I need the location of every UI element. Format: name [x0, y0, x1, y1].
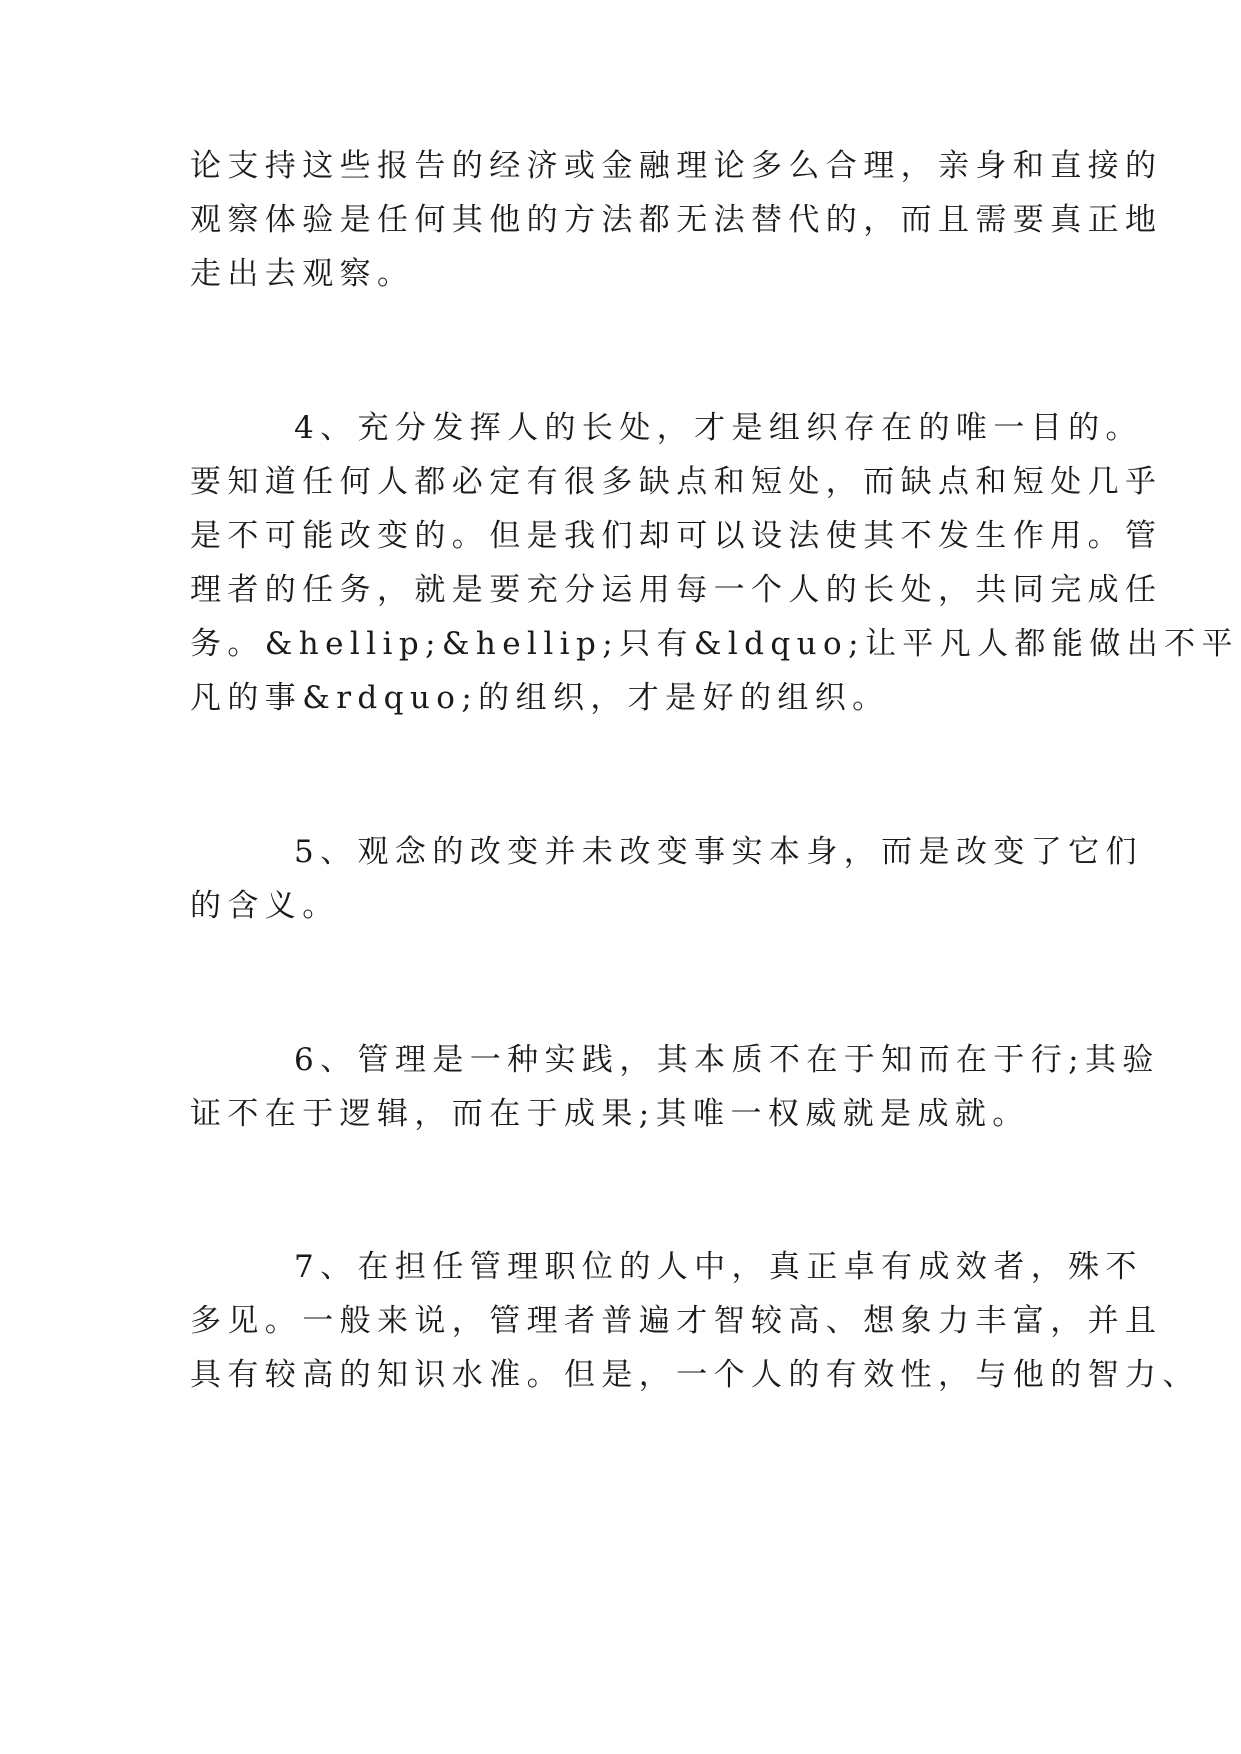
- text-line: 要知道任何人都必定有很多缺点和短处，而缺点和短处几乎: [190, 464, 1163, 500]
- text-line: 具有较高的知识水准。但是，一个人的有效性，与他的智力、: [190, 1357, 1200, 1393]
- text-line: 多见。一般来说，管理者普遍才智较高、想象力丰富，并且: [190, 1303, 1163, 1339]
- text-line: 凡的事&rdquo;的组织，才是好的组织。: [190, 680, 890, 716]
- paragraph-first-line: 5、观念的改变并未改变事实本身，而是改变了它们: [294, 834, 1143, 870]
- text-line: 理者的任务，就是要充分运用每一个人的长处，共同完成任: [190, 572, 1163, 608]
- text-line: 证不在于逻辑，而在于成果;其唯一权威就是成就。: [190, 1096, 1030, 1132]
- text-line: 的含义。: [190, 888, 340, 924]
- paragraph-first-line: 7、在担任管理职位的人中，真正卓有成效者，殊不: [294, 1249, 1143, 1285]
- text-line: 务。&hellip;&hellip;只有&ldquo;让平凡人都能做出不平: [190, 626, 1239, 662]
- text-line: 论支持这些报告的经济或金融理论多么合理，亲身和直接的: [190, 148, 1163, 184]
- text-line: 走出去观察。: [190, 256, 415, 292]
- paragraph-first-line: 6、管理是一种实践，其本质不在于知而在于行;其验: [294, 1042, 1160, 1078]
- text-line: 是不可能改变的。但是我们却可以设法使其不发生作用。管: [190, 518, 1163, 554]
- paragraph-first-line: 4、充分发挥人的长处，才是组织存在的唯一目的。: [294, 410, 1143, 446]
- text-line: 观察体验是任何其他的方法都无法替代的，而且需要真正地: [190, 202, 1163, 238]
